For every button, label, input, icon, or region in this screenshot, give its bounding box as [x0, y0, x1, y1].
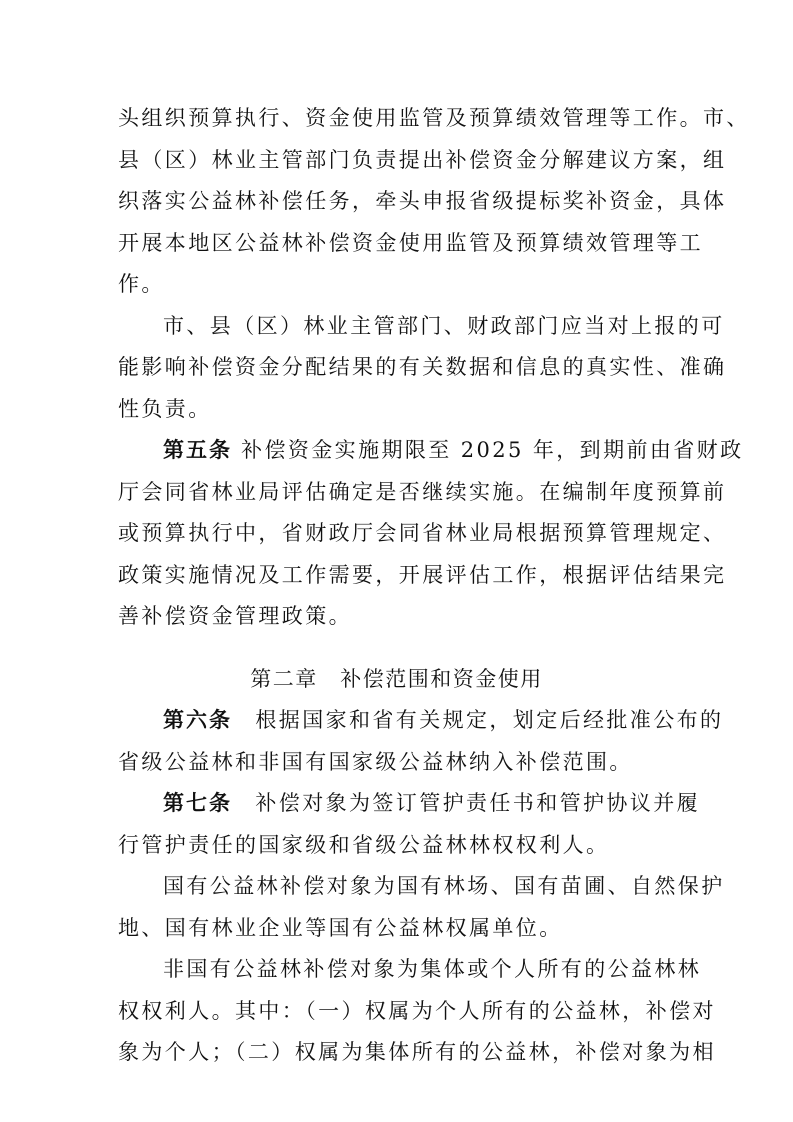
article-text: 补偿对象为签订管护责任书和管护协议并履	[232, 791, 700, 815]
article-5-line	[163, 438, 743, 462]
paragraph-line: 权权利人。其中：（一）权属为个人所有的公益林，补偿对	[118, 999, 716, 1023]
paragraph-line: 开展本地区公益林补偿资金使用监管及预算绩效管理等工	[118, 231, 703, 255]
paragraph-line: 善补偿资金管理政策。	[118, 604, 352, 628]
paragraph-line: 织落实公益林补偿任务，牵头申报省级提标奖补资金，具体	[118, 189, 727, 213]
paragraph-line: 地、国有林业企业等国有公益林权属单位。	[118, 916, 563, 940]
article-text: 补偿资金实施期限至 2025 年，到期前由省财政	[232, 438, 744, 462]
article-7-line	[163, 791, 700, 815]
paragraph-line: 象为个人；（二）权属为集体所有的公益林，补偿对象为相	[118, 1040, 716, 1064]
chapter-heading: 第二章 补偿范围和资金使用	[250, 667, 543, 691]
article-label: 第七条	[163, 790, 232, 815]
paragraph-line: 作。	[118, 272, 165, 296]
paragraph-line: 政策实施情况及工作需要，开展评估工作，根据评估结果完	[118, 563, 727, 587]
paragraph-line: 省级公益林和非国有国家级公益林纳入补偿范围。	[118, 750, 633, 774]
paragraph-line: 国有公益林补偿对象为国有林场、国有苗圃、自然保护	[163, 874, 725, 898]
article-6-line	[163, 708, 723, 732]
article-label: 第五条	[163, 437, 232, 462]
article-text: 根据国家和省有关规定，划定后经批准公布的	[232, 708, 724, 732]
paragraph-line: 能影响补偿资金分配结果的有关数据和信息的真实性、准确	[118, 355, 727, 379]
paragraph-line: 厅会同省林业局评估确定是否继续实施。在编制年度预算前	[118, 480, 727, 504]
paragraph-line: 县（区）林业主管部门负责提出补偿资金分解建议方案，组	[118, 148, 727, 172]
paragraph-line: 非国有公益林补偿对象为集体或个人所有的公益林林	[163, 957, 702, 981]
paragraph-line: 或预算执行中，省财政厅会同省林业局根据预算管理规定、	[118, 521, 727, 545]
article-label: 第六条	[163, 707, 232, 732]
paragraph-line: 市、县（区）林业主管部门、财政部门应当对上报的可	[163, 314, 725, 338]
paragraph-line: 性负责。	[118, 397, 212, 421]
paragraph-line: 头组织预算执行、资金使用监管及预算绩效管理等工作。市、	[118, 106, 750, 130]
paragraph-line: 行管护责任的国家级和省级公益林林权权利人。	[118, 833, 610, 857]
